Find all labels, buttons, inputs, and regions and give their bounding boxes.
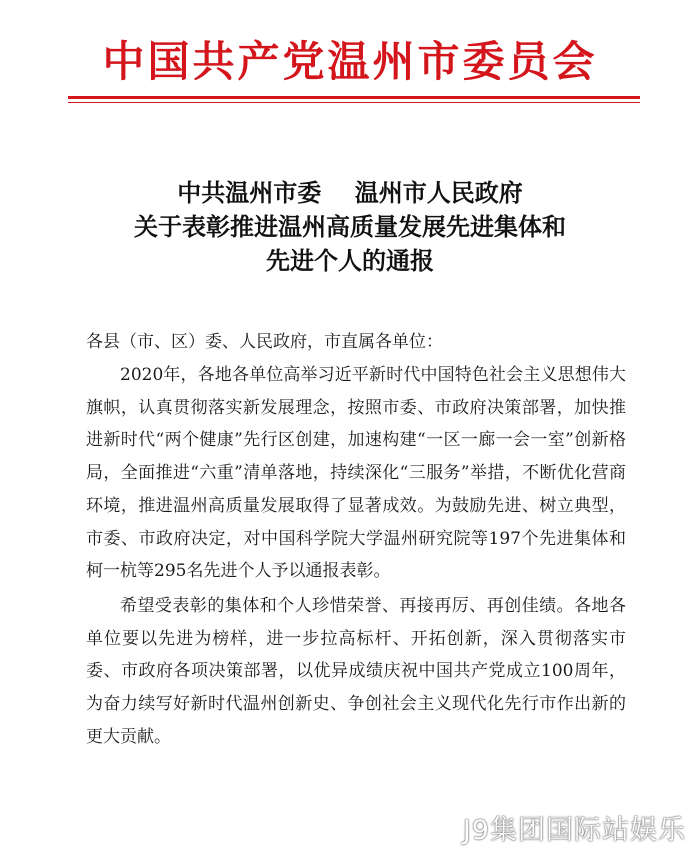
masthead-red-rule-thin xyxy=(68,102,640,103)
watermark-text: J9集团国际站娱乐 xyxy=(462,815,686,846)
masthead-title: 中国共产党温州市委员会 xyxy=(102,37,598,86)
body-paragraphs xyxy=(86,359,626,753)
masthead-red-rule xyxy=(68,96,640,99)
title-line-3: 先进个人的通报 xyxy=(266,246,434,275)
document-title xyxy=(0,176,700,278)
paragraph-2: 希望受表彰的集体和个人珍惜荣誉、再接再厉、再创佳绩。各地各单位要以先进为榜样，进一步拉高标杆、开拓创新，深入贯彻落实市委、市政府各项决策部署，以优异成绩庆祝中国共产党成立100周年，为奋力续写好新时代温州创新史、争创社会主义现代化先行市作出新的更大贡献。 xyxy=(86,595,626,747)
title-line-1: 中共温州市委 温州市人民政府 xyxy=(177,178,523,207)
salutation: 各县（市、区）委、人民政府，市直属各单位： xyxy=(86,332,443,352)
paragraph-1: 2020年，各地各单位高举习近平新时代中国特色社会主义思想伟大旗帜，认真贯彻落实新发展理念，按照市委、市政府决策部署，加快推进新时代“两个健康”先行区创建，加速构建“一区一廊一会一室”创新格局，全面推进“六重”清单落地，持续深化“三服务”举措，不断优化营商环境，推进温州高质量发展取得了显著成效。为鼓励先进、树立典型，市委、市政府决定，对中国科学院大学温州研究院等197个先进集体和柯一杭等295名先进个人予以通报表彰。 xyxy=(86,365,626,582)
title-line-2: 关于表彰推进温州高质量发展先进集体和 xyxy=(134,212,566,241)
